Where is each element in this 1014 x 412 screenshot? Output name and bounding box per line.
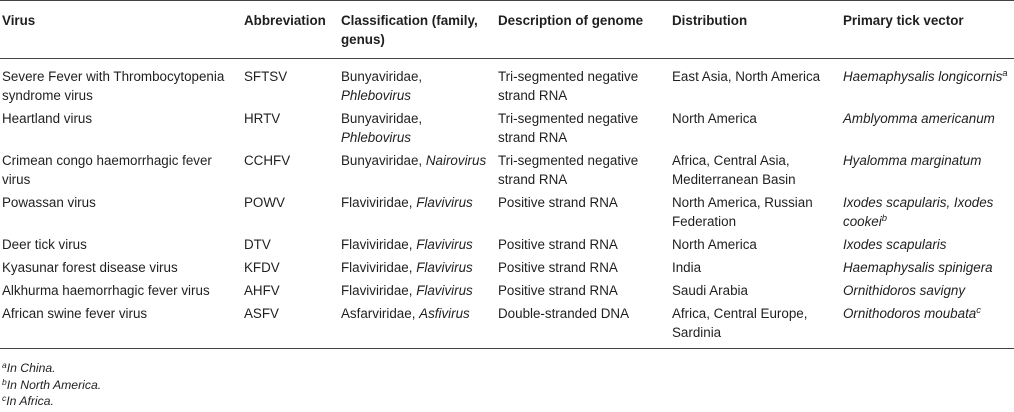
family-name: Asfarviridae, — [341, 306, 416, 321]
genome-description: Tri-segmented negative strand RNA — [498, 111, 639, 145]
genus-name: Flavivirus — [416, 195, 473, 210]
abbreviation: DTV — [244, 237, 271, 252]
genus-name: Asfivirus — [419, 306, 470, 321]
footnotes — [2, 360, 101, 410]
footnote-marker: b — [881, 213, 888, 224]
table-row — [0, 303, 1014, 349]
footnote-marker: c — [976, 305, 981, 316]
distribution-cell — [668, 303, 839, 349]
vector-cell — [839, 192, 1014, 234]
abbreviation-cell — [240, 192, 337, 234]
classification-cell — [337, 234, 494, 257]
abbreviation: HRTV — [244, 111, 281, 126]
virus-cell — [0, 257, 240, 280]
footnote-mark: b — [2, 376, 7, 387]
genome-description: Tri-segmented negative strand RNA — [498, 153, 639, 187]
vector-cell — [839, 59, 1014, 109]
abbreviation-cell — [240, 59, 337, 109]
genome-cell — [494, 150, 668, 192]
genus-name: Flavivirus — [416, 237, 473, 252]
genus-name: Phlebovirus — [341, 130, 411, 145]
distribution: North America, Russian Federation — [672, 195, 813, 229]
genome-cell — [494, 192, 668, 234]
table-row — [0, 280, 1014, 303]
genome-description: Positive strand RNA — [498, 283, 618, 298]
distribution: India — [672, 260, 702, 275]
genome-cell — [494, 234, 668, 257]
tick-vector: Ornithidoros savigny — [843, 283, 966, 298]
genus-name: Nairovirus — [425, 153, 487, 168]
abbreviation-cell — [240, 108, 337, 150]
abbreviation: POWV — [244, 195, 285, 210]
virus-cell — [0, 192, 240, 234]
virus-name: Kyasunar forest disease virus — [2, 260, 178, 275]
abbreviation: AHFV — [244, 283, 280, 298]
header-genome: Description of genome — [498, 13, 644, 28]
footnote-text: In China. — [6, 361, 56, 375]
genome-description: Tri-segmented negative strand RNA — [498, 69, 639, 103]
genus-name: Phlebovirus — [341, 88, 411, 103]
vector-cell — [839, 280, 1014, 303]
genome-description: Positive strand RNA — [498, 237, 618, 252]
virus-cell — [0, 108, 240, 150]
footnote-text: In North America. — [6, 377, 102, 392]
abbreviation-cell — [240, 150, 337, 192]
header-abbreviation: Abbreviation — [244, 13, 326, 28]
vector-cell — [839, 150, 1014, 192]
vector-cell — [839, 234, 1014, 257]
header-row — [0, 1, 1014, 59]
table-header — [0, 1, 1014, 59]
footnote-mark: c — [2, 393, 7, 403]
family-name: Flaviviridae, — [341, 283, 413, 298]
table-row — [0, 59, 1014, 109]
tick-vector: Ixodes scapularis, Ixodes cookei — [843, 195, 994, 229]
genome-cell — [494, 257, 668, 280]
classification-cell — [337, 192, 494, 234]
virus-name: Heartland virus — [2, 111, 93, 126]
footnote — [2, 393, 101, 410]
virus-cell — [0, 234, 240, 257]
vector-cell — [839, 257, 1014, 280]
header-distribution: Distribution — [672, 13, 748, 28]
genome-description: Double-stranded DNA — [498, 306, 629, 321]
abbreviation-cell — [240, 234, 337, 257]
distribution-cell — [668, 280, 839, 303]
genome-description: Positive strand RNA — [498, 195, 618, 210]
header-virus: Virus — [2, 13, 36, 28]
family-name: Flaviviridae, — [341, 195, 413, 210]
distribution-cell — [668, 234, 839, 257]
distribution: Africa, Central Europe, Sardinia — [672, 306, 808, 340]
table-row — [0, 257, 1014, 280]
family-name: Bunyaviridae, — [341, 69, 423, 84]
header-classification: Classification (family, genus) — [341, 13, 478, 47]
virus-cell — [0, 280, 240, 303]
tick-vector: Amblyomma americanum — [843, 111, 995, 126]
abbreviation: ASFV — [244, 306, 279, 321]
tick-vector: Hyalomma marginatum — [843, 153, 982, 168]
classification-cell — [337, 150, 494, 192]
distribution-cell — [668, 108, 839, 150]
family-name: Bunyaviridae, — [341, 111, 423, 126]
virus-name: Powassan virus — [2, 195, 96, 210]
virus-cell — [0, 303, 240, 349]
tick-vector: Ixodes scapularis — [843, 237, 947, 252]
table-body — [0, 59, 1014, 349]
abbreviation-cell — [240, 303, 337, 349]
tick-vector: Ornithodoros moubata — [843, 306, 977, 321]
genome-description: Positive strand RNA — [498, 260, 618, 275]
classification-cell — [337, 257, 494, 280]
tick-vector: Haemaphysalis longicornis — [843, 69, 1003, 84]
footnote — [2, 360, 101, 377]
distribution: Africa, Central Asia, Mediterranean Basin — [672, 153, 796, 187]
table-row — [0, 234, 1014, 257]
virus-name: Deer tick virus — [2, 237, 87, 252]
distribution: East Asia, North America — [672, 69, 821, 84]
distribution: North America — [672, 111, 757, 126]
genus-name: Flavivirus — [416, 283, 473, 298]
distribution-cell — [668, 59, 839, 109]
genome-cell — [494, 108, 668, 150]
classification-cell — [337, 59, 494, 109]
virus-name: Alkhurma haemorrhagic fever virus — [2, 283, 210, 298]
footnote — [2, 377, 101, 394]
footnote-marker: a — [1002, 68, 1008, 79]
virus-name: Severe Fever with Thrombocytopenia syndrome virus — [2, 69, 225, 103]
genome-cell — [494, 280, 668, 303]
footnote-mark: a — [2, 360, 7, 370]
family-name: Flaviviridae, — [341, 260, 413, 275]
abbreviation: CCHFV — [244, 153, 291, 168]
abbreviation: SFTSV — [244, 69, 288, 84]
classification-cell — [337, 280, 494, 303]
header-vector: Primary tick vector — [843, 13, 964, 28]
genome-cell — [494, 59, 668, 109]
distribution-cell — [668, 150, 839, 192]
vector-cell — [839, 108, 1014, 150]
family-name: Bunyaviridae, — [341, 153, 423, 168]
abbreviation-cell — [240, 257, 337, 280]
distribution: North America — [672, 237, 757, 252]
table-row — [0, 150, 1014, 192]
virus-cell — [0, 150, 240, 192]
abbreviation-cell — [240, 280, 337, 303]
table-row — [0, 192, 1014, 234]
genus-name: Flavivirus — [416, 260, 473, 275]
family-name: Flaviviridae, — [341, 237, 413, 252]
virus-name: African swine fever virus — [2, 306, 148, 321]
classification-cell — [337, 108, 494, 150]
table-row — [0, 108, 1014, 150]
tick-vector: Haemaphysalis spinigera — [843, 260, 993, 275]
classification-cell — [337, 303, 494, 349]
vector-cell — [839, 303, 1014, 349]
footnote-text: In Africa. — [6, 394, 54, 408]
distribution-cell — [668, 257, 839, 280]
virus-cell — [0, 59, 240, 109]
abbreviation: KFDV — [244, 260, 280, 275]
virus-name: Crimean congo haemorrhagic fever virus — [2, 153, 212, 187]
distribution-cell — [668, 192, 839, 234]
distribution: Saudi Arabia — [672, 283, 748, 298]
genome-cell — [494, 303, 668, 349]
